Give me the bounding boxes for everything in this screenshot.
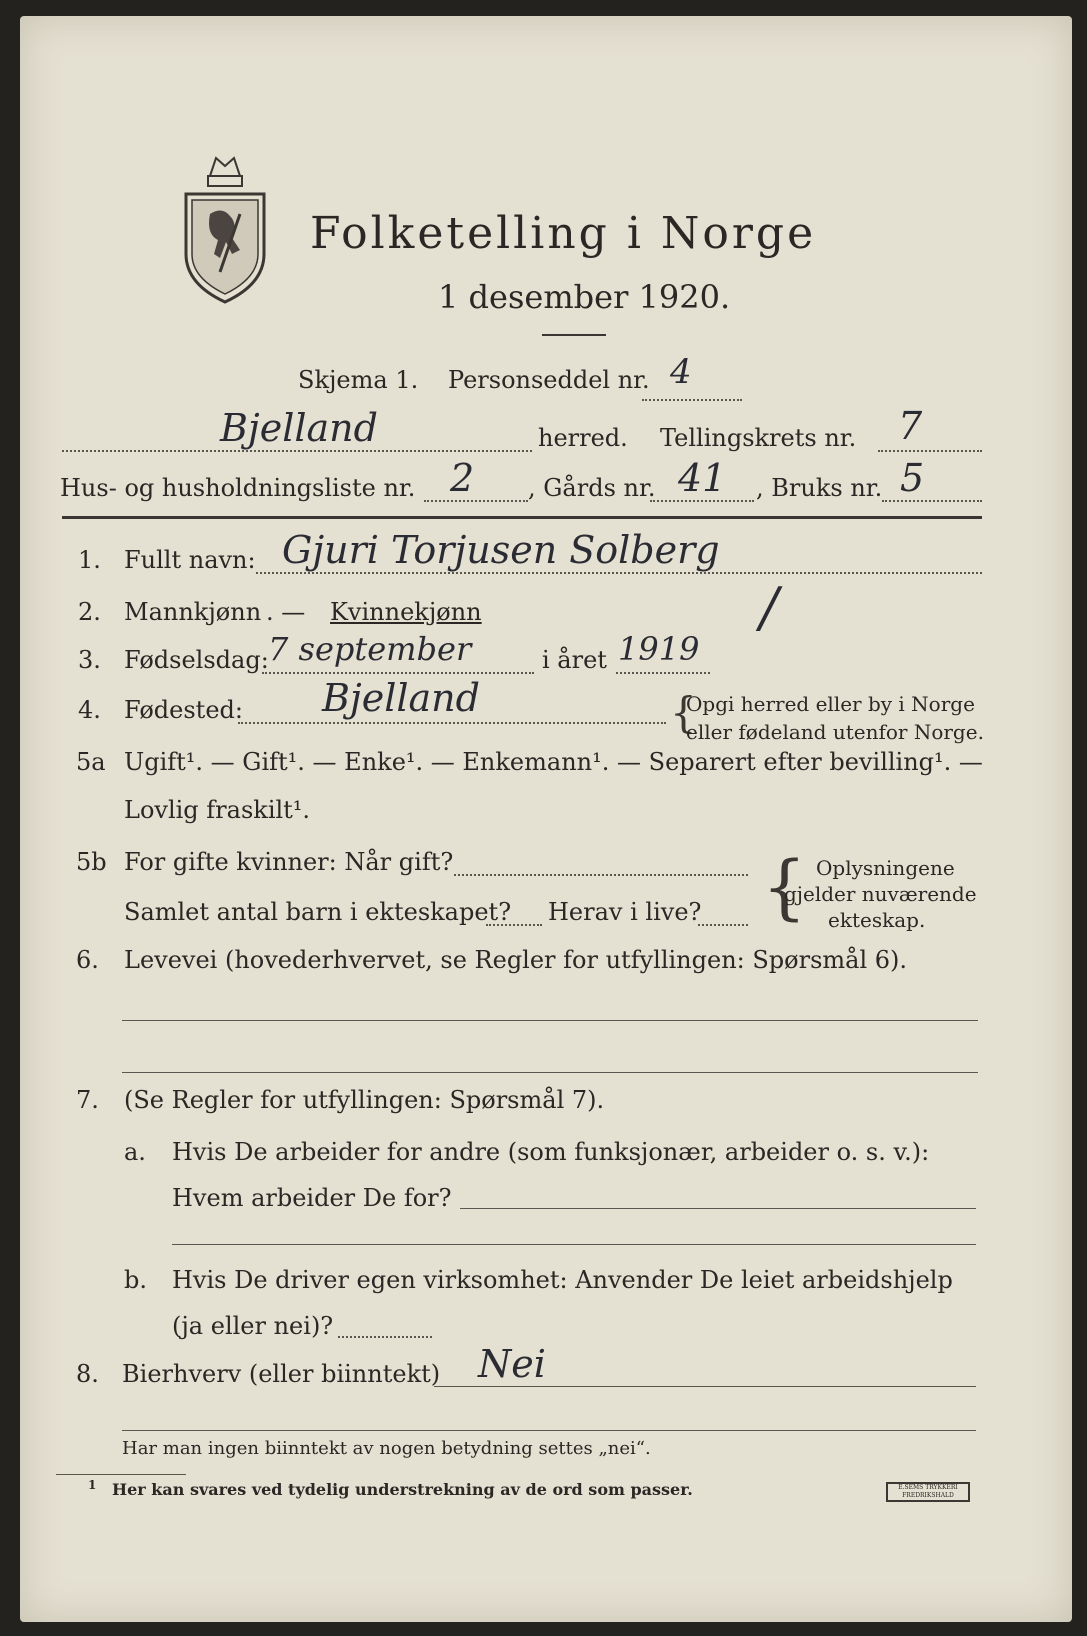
tellingskrets-line <box>878 450 982 452</box>
q7a-line1: Hvis De arbeider for andre (som funksjonær, arbeider o. s. v.): <box>172 1138 930 1166</box>
q3-year-value: 1919 <box>618 630 700 668</box>
skjema-label: Skjema 1. <box>298 366 419 394</box>
header-rule <box>62 516 982 519</box>
q3-year-line <box>616 672 710 674</box>
coat-of-arms-icon <box>180 154 270 304</box>
footnote-rule <box>56 1474 186 1475</box>
tellingskrets-value: 7 <box>898 404 923 448</box>
q8-answer-line-2 <box>122 1430 976 1431</box>
q6-label: Levevei (hovederhvervet, se Regler for utfyllingen: Spørsmål 6). <box>124 946 908 974</box>
q7a-answer-line <box>460 1208 976 1209</box>
q5b-alive-label: Herav i live? <box>548 898 702 926</box>
q7b-line2: (ja eller nei)? <box>172 1312 334 1340</box>
q4-note-brace: { <box>670 688 697 737</box>
q5b-note-brace: { <box>762 846 807 928</box>
husholdning-value: 2 <box>450 456 475 500</box>
q5b-note-line3: ekteskap. <box>828 908 926 932</box>
q8-value: Nei <box>478 1342 546 1386</box>
herred-line <box>62 450 532 452</box>
q7a-letter: a. <box>124 1138 146 1166</box>
footnote-text: Her kan svares ved tydelig understrekning av de ord som passer. <box>112 1480 693 1499</box>
q5b-children-label: Samlet antal barn i ekteskapet? <box>124 898 512 926</box>
q5a-line2: Lovlig fraskilt¹. <box>124 796 311 824</box>
q2-separator: . — <box>266 598 306 626</box>
q7b-line1: Hvis De driver egen virksomhet: Anvender De leiet arbeidshjelp <box>172 1266 953 1294</box>
q1-number: 1. <box>78 546 101 574</box>
gards-value: 41 <box>678 456 727 500</box>
q1-value: Gjuri Torjusen Solberg <box>282 528 720 572</box>
bruks-line <box>882 500 982 502</box>
q3-year-label: i året <box>542 646 607 674</box>
census-form <box>20 16 1072 1622</box>
q7b-letter: b. <box>124 1266 147 1294</box>
personseddel-line <box>642 399 742 401</box>
q5a-number: 5a <box>76 748 106 776</box>
q5b-alive-line <box>698 924 748 926</box>
footer-note: Har man ingen biinntekt av nogen betydning settes „nei“. <box>122 1438 651 1459</box>
q4-value: Bjelland <box>322 676 480 720</box>
bruks-label: , Bruks nr. <box>756 474 883 502</box>
form-title: Folketelling i Norge <box>310 208 817 259</box>
q3-label: Fødselsdag: <box>124 646 269 674</box>
q5b-note-line1: Oplysningene <box>816 856 955 880</box>
q6-answer-line-1 <box>122 1020 978 1021</box>
gards-line <box>650 500 754 502</box>
q6-answer-line-2 <box>122 1072 978 1073</box>
q4-number: 4. <box>78 696 101 724</box>
q5b-note-line2: gjelder nuværende <box>784 882 977 906</box>
q5b-married-line <box>454 874 748 876</box>
q4-line <box>238 722 666 724</box>
q7a-line2: Hvem arbeider De for? <box>172 1184 452 1212</box>
q2-mark: / <box>760 576 779 639</box>
q2-number: 2. <box>78 598 101 626</box>
q3-value: 7 september <box>268 630 472 668</box>
q5b-number: 5b <box>76 848 107 876</box>
q4-note-line1: Opgi herred eller by i Norge <box>686 692 975 716</box>
q1-label: Fullt navn: <box>124 546 256 574</box>
bruks-value: 5 <box>900 456 925 500</box>
footnote-number: 1 <box>88 1478 97 1492</box>
q7b-answer-line <box>338 1336 432 1338</box>
q4-label: Fødested: <box>124 696 243 724</box>
form-date: 1 desember 1920. <box>438 278 731 316</box>
gards-label: , Gårds nr. <box>528 474 656 502</box>
printer-stamp: E.SEMS TRYKKERI FREDRIKSHALD <box>886 1482 970 1502</box>
tellingskrets-label: Tellingskrets nr. <box>660 424 857 452</box>
q5b-line1: For gifte kvinner: Når gift? <box>124 848 454 876</box>
title-divider <box>542 334 606 336</box>
q6-number: 6. <box>76 946 99 974</box>
q7-label: (Se Regler for utfyllingen: Spørsmål 7). <box>124 1086 605 1114</box>
herred-label: herred. <box>538 424 628 452</box>
q8-label: Bierhverv (eller biinntekt) <box>122 1360 441 1388</box>
herred-value: Bjelland <box>220 406 378 450</box>
personseddel-value: 4 <box>670 352 692 392</box>
q7a-answer-line-2 <box>172 1244 976 1245</box>
q5b-children-line <box>486 924 542 926</box>
q5a-line1: Ugift¹. — Gift¹. — Enke¹. — Enkemann¹. — Separert efter bevilling¹. — <box>124 748 983 776</box>
personseddel-label: Personseddel nr. <box>448 366 650 394</box>
q1-line <box>256 572 982 574</box>
q2-male-label: Mannkjønn <box>124 598 262 626</box>
q4-note-line2: eller fødeland utenfor Norge. <box>686 720 984 744</box>
q8-answer-line <box>434 1386 976 1387</box>
q8-number: 8. <box>76 1360 99 1388</box>
q2-female-label: Kvinnekjønn <box>330 598 482 626</box>
q7-number: 7. <box>76 1086 99 1114</box>
husholdning-line <box>424 500 528 502</box>
husholdning-label: Hus- og husholdningsliste nr. <box>60 474 416 502</box>
q3-line <box>262 672 534 674</box>
q3-number: 3. <box>78 646 101 674</box>
